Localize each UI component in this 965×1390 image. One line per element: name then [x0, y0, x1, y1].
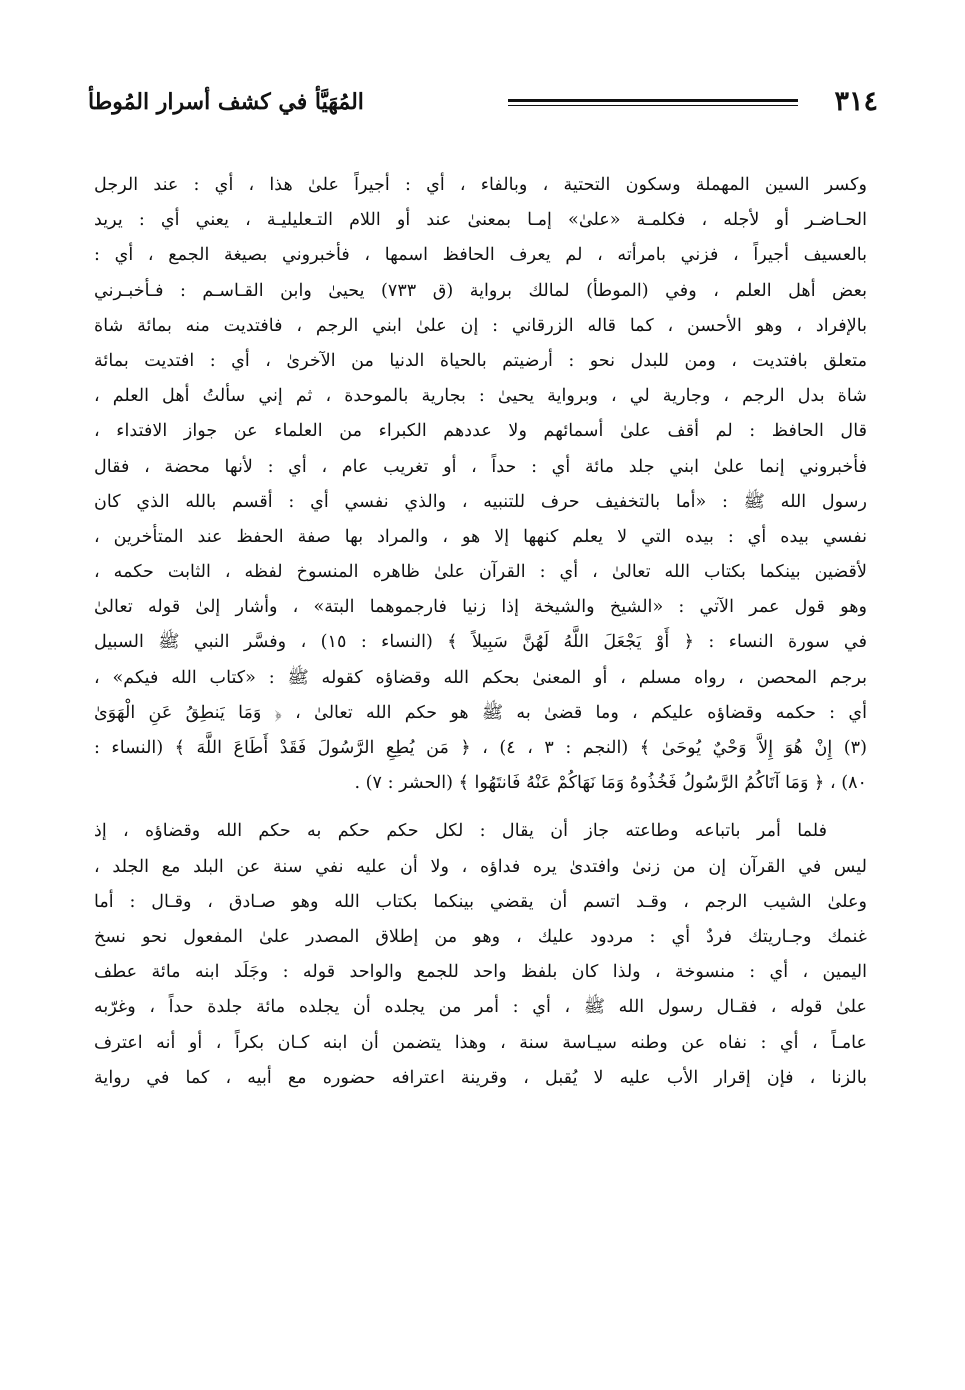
text-line: قال الحافظ : لم أقف علىٰ أسمائهم ولا عددهم الكبراء من العلماء عن جواز الافتداء ، — [94, 421, 867, 442]
text-line: فأخبروني إنما علىٰ ابني جلد مائة أي : حداً ، أو تغريب عام ، أي : لأنها محضة ، فقال — [94, 456, 867, 477]
book-title: المُهَيَّأ في كشف أسرار المُوطأ — [88, 89, 364, 115]
text-line: متعلق بافتديت ، ومن للبدل نحو : أرضيتم بالحياة الدنيا من الآخرىٰ ، أي : افتديت بمائة — [94, 350, 867, 371]
text-line: بعض أهل العلم ، وفي (الموطأ) لمالك برواية (ق ٧٣٣) يحيىٰ وابن القـاسـم : فـأخبـرني — [94, 280, 867, 301]
text-line: ليس في القرآن إن من زنىٰ وافتدىٰ يره فداؤه ، ولا أن عليه نفي سنة عن البلد مع الجلد ، — [94, 856, 867, 877]
text-line: بالإفراد ، وهو الأحسن ، كما قاله الزرقاني : إن علىٰ ابني الرجم ، فافتديت منه بمائة شاة — [94, 315, 867, 336]
text-line: بالعسيف أجيراً ، فزني بامرأته ، لم يعرف الحافظ اسمها ، فأخبروني بصيغة الجمع ، أي : — [94, 245, 867, 266]
text-line: اليمين ، أي : منسوخة ، ولذا كان بلفظ واحد للجمع والواحد قوله : وجَلَد ابنه مائة عطف — [94, 962, 867, 983]
text-line: ٨٠) ، ﴿ وَمَا آتَاكُمُ الرَّسُولُ فَخُذُوهُ وَمَا نَهَاكُمْ عَنْهُ فَانتَهُوا ﴾ (الحشر : ٧) . — [354, 773, 867, 794]
text-line: فلما أمر باتباعه وطاعته جاز أن يقال : لكل حكم حكم به حكم الله وقضاؤه ، إذ — [94, 821, 827, 842]
text-line: غنمك وجـاريتك فردٌ أي : مردود عليك ، وهو من إطلاق المصدر علىٰ المفعول نحو نسخ — [94, 926, 867, 947]
paragraph-gap — [94, 801, 867, 814]
text-line: نفسي بيده أي : بيده التي لا يعلم كنهها إلا هو ، والمراد بها صفة الحفظ عند المتأخرين ، — [94, 526, 867, 547]
text-line: في سورة النساء : ﴿ أَوْ يَجْعَلَ اللَّهُ لَهُنَّ سَبِيلاً ﴾ (النساء : ١٥) ، وفسَّر النبي ﷺ السبيل — [94, 632, 867, 653]
text-line: (٣) إِنْ هُوَ إِلاَّ وَحْيٌ يُوحَىٰ ﴾ (النجم : ٣ ، ٤) ، ﴿ مَن يُطِعِ الرَّسُولَ فَقَدْ أَطَاعَ اللَّهَ ﴾ (النساء : — [94, 738, 867, 758]
paragraph-2 — [94, 814, 867, 1096]
header-rule — [508, 99, 798, 106]
page-number: ٣١٤ — [834, 86, 878, 117]
text-line: الحـاضـر أو لأجله ، فكلمـة «علىٰ» إمـا بمعنىٰ عند أو اللام التـعليليـة ، يعني أي : يريد — [94, 210, 867, 231]
text-line: وعلىٰ الشيب الرجم ، وقـد اتسم أن يقضي بينكما بكتاب الله وهو صـادق ، وقـال : أما — [94, 891, 867, 912]
text-line: بالزنا ، فإن إقرار الأب عليه لا يُقبل ، وقرينة اعترافه حضوره مع أبيه ، كما في رواية — [94, 1067, 867, 1088]
text-line: وهو قول عمر الآتي : «الشيخ والشيخة إذا زنيا فارجموهما البتة» ، وأشار إلىٰ قوله تعالىٰ — [94, 597, 867, 618]
text-line: رسول الله ﷺ : «أما بالتخفيف حرف للتنبيه ، والذي نفسي أي : أقسم بالله الذي كان — [94, 491, 867, 512]
page-header — [88, 84, 878, 124]
text-line: علىٰ قوله ، فقـال رسول الله ﷺ ، أي : أمر من يجلده أن يجلده مائة جلدة حداً ، وغرّبه — [94, 997, 867, 1018]
text-line: برجم المحصن ، رواه مسلم ، أو المعنىٰ بحكم الله وقضاؤه كقوله ﷺ : «كتاب الله فيكم» ، — [94, 667, 867, 688]
page-body — [94, 168, 867, 1096]
text-line: عامـاً ، أي : نفاه عن وطنه سيـاسة سنة ، وهذا يتضمن أن ابنه كـان بكراً ، أو أنه اعترف — [94, 1032, 867, 1053]
paragraph-1 — [94, 168, 867, 801]
text-line: شاة بدل الرجم ، وجارية لي ، وبرواية يحيىٰ : بجارية بالموحدة ، ثم إني سألتُ أهل العلم ، — [94, 386, 867, 407]
text-line: أي : حكمه وقضاؤه عليكم ، وما قضىٰ به ﷺ هو حكم الله تعالىٰ ، ﴿ وَمَا يَنطِقُ عَنِ الْهَوَىٰ — [94, 702, 867, 723]
text-line: لأقضين بينكما بكتاب الله تعالىٰ ، أي : القرآن علىٰ ظاهره المنسوخ لفظه ، الثابت حكمه ، — [94, 562, 867, 583]
text-line: وكسر السين المهملة وسكون التحتية ، وبالفاء ، أي : أجيراً علىٰ هذا ، أي : عند الرجل — [94, 175, 867, 195]
